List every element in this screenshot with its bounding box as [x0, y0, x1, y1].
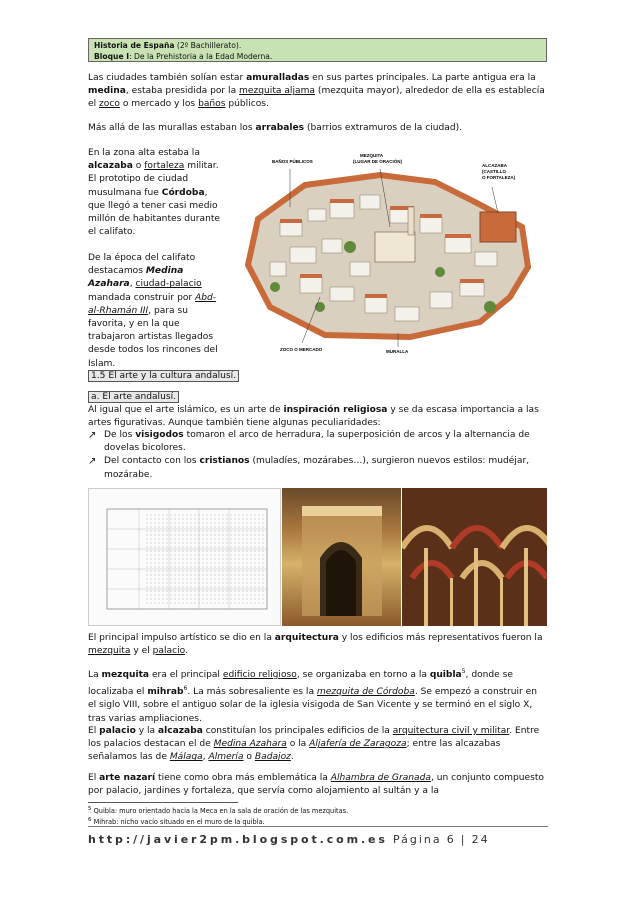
- footer-rule: [88, 826, 548, 827]
- mihrab-photo: [282, 488, 401, 626]
- link-arquitectura-civil[interactable]: arquitectura civil y militar: [392, 726, 510, 736]
- paragraph-medina-azahara: De la época del califato destacamos Medina Azahara, ciudad-palacio mandada construir por Abd-al-Rhamán III, para su favorita, y en la que trabajaron artistas llegados desde todos los rincones del Islam.: [88, 253, 218, 369]
- header-line-1: Historia de España (2º Bachillerato).: [94, 41, 242, 50]
- link-medina-azahara[interactable]: Medina Azahara: [213, 739, 287, 750]
- link-abd-al-rhaman[interactable]: Abd-al-Rhamán III: [88, 292, 217, 316]
- paragraph-arte-nazari: El arte nazarí tiene como obra más emblemática la Alhambra de Granada, un conjunto compuesto por palacio, jardines y fortaleza, que servía como alojamiento al sultán y a la: [88, 773, 544, 797]
- mosque-arches-photo: [402, 488, 547, 626]
- arrow-bullet-icon: ↗: [88, 456, 97, 468]
- link-fortaleza[interactable]: fortaleza: [144, 161, 185, 172]
- map-label-alcazaba: ALCAZABA (CASTILLO O FORTALEZA): [482, 163, 516, 180]
- map-label-banos: BAÑOS PÚBLICOS: [272, 159, 313, 164]
- paragraph-palacio: El palacio y la alcazaba constituían los principales edificios de la arquitectura civil y militar. Entre los palacios destacan el de Medina Azahara o la Aljafería de Zaragoza; entre las alcazabas señalamos las de Málaga, Almería o Badajoz.: [88, 726, 540, 763]
- link-almeria[interactable]: Almería: [208, 752, 244, 763]
- paragraph-arrabales: Más allá de las murallas estaban los arrabales (barrios extramuros de la ciudad).: [88, 123, 463, 133]
- mosque-floor-plan: [88, 488, 281, 626]
- map-label-zoco: ZOCO O MERCADO: [280, 347, 323, 352]
- page-total: 24: [471, 833, 490, 846]
- muslim-city-illustration: [230, 147, 548, 355]
- page-footer: [88, 828, 548, 847]
- bullet-cristianos: ↗ Del contacto con los cristianos (muladíes, mozárabes…), surgieron nuevos estilos: mudéjar, mozárabe.: [88, 455, 548, 481]
- link-zoco[interactable]: zoco: [99, 99, 120, 110]
- document-header: [88, 38, 547, 62]
- arrow-bullet-icon: ↗: [88, 430, 97, 441]
- blog-link[interactable]: http://javier2pm.blogspot.com.es: [88, 833, 388, 846]
- link-mezquita-cordoba[interactable]: mezquita de Córdoba: [316, 687, 415, 698]
- map-label-mezquita: MEZQUITA (LUGAR DE ORACIÓN): [353, 153, 402, 164]
- link-malaga[interactable]: Málaga: [169, 752, 203, 763]
- page-label: Página: [392, 833, 442, 846]
- link-edificio-religioso[interactable]: edificio religioso: [222, 670, 297, 681]
- page-separator: |: [460, 833, 467, 846]
- link-badajoz[interactable]: Badajoz: [254, 752, 291, 763]
- paragraph-alcazaba: En la zona alta estaba la alcazaba o fortaleza militar. El prototipo de ciudad musulmana fue Córdoba, que llegó a tener casi medio millón de habitantes durante el califato.: [88, 148, 221, 238]
- link-mezquita-aljama[interactable]: mezquita aljama: [239, 86, 315, 97]
- link-ciudad-palacio[interactable]: ciudad-palacio: [135, 279, 202, 290]
- paragraph-mezquita: La mezquita era el principal edificio religioso, se organizaba en torno a la quibla$^5$, donde se localizaba el mihrab$^6$. La más sobresaliente es la mezquita de Córdoba. Se empezó a construir en el siglo VIII, sobre el antiguo solar de la iglesia visigoda de San Vicente y se terminó en el siglo X, tras varias ampliaciones.: [88, 668, 538, 724]
- link-aljaferia[interactable]: Aljafería de Zaragoza: [309, 739, 407, 750]
- footnote-6: $^6$ Mihrab: nicho vacío situado en el muro de la quibla.: [88, 817, 265, 827]
- subsection-title: a. El arte andalusí.: [88, 391, 179, 404]
- footnotes: [88, 805, 548, 827]
- bullet-list: [88, 429, 548, 482]
- paragraph-arte-islamico: Al igual que el arte islámico, es un arte de inspiración religiosa y se da escasa importancia a las artes figurativas. Aunque también tiene algunas peculiaridades:: [88, 405, 539, 429]
- header-line-2: Bloque I: De la Prehistoria a la Edad Moderna.: [94, 52, 273, 61]
- link-banos[interactable]: baños: [198, 99, 226, 110]
- section-title: 1.5 El arte y la cultura andalusí.: [88, 370, 239, 383]
- page-number: 6: [446, 833, 456, 846]
- footnote-separator: [88, 802, 238, 803]
- link-alhambra[interactable]: Alhambra de Granada: [330, 773, 431, 783]
- link-palacio[interactable]: palacio: [152, 646, 185, 657]
- paragraph-arquitectura: El principal impulso artístico se dio en la arquitectura y los edificios más representativos fueron la mezquita y el palacio.: [88, 633, 543, 657]
- map-label-muralla: MURALLA: [386, 349, 409, 354]
- paragraph-murallas: Las ciudades también solían estar amuralladas en sus partes principales. La parte antigua era la medina, estaba presidida por la mezquita aljama (mezquita mayor), alrededor de ella es establecía el zoco o mercado y los baños públicos.: [88, 73, 545, 110]
- bullet-visigodos: ↗ De los visigodos tomaron el arco de herradura, la superposición de arcos y la alternancia de dovelas bicolores.: [88, 429, 548, 455]
- link-mezquita[interactable]: mezquita: [88, 646, 131, 657]
- footnote-5: $^5$ Quibla: muro orientado hacia la Meca en la sala de oración de las mezquitas.: [88, 806, 349, 816]
